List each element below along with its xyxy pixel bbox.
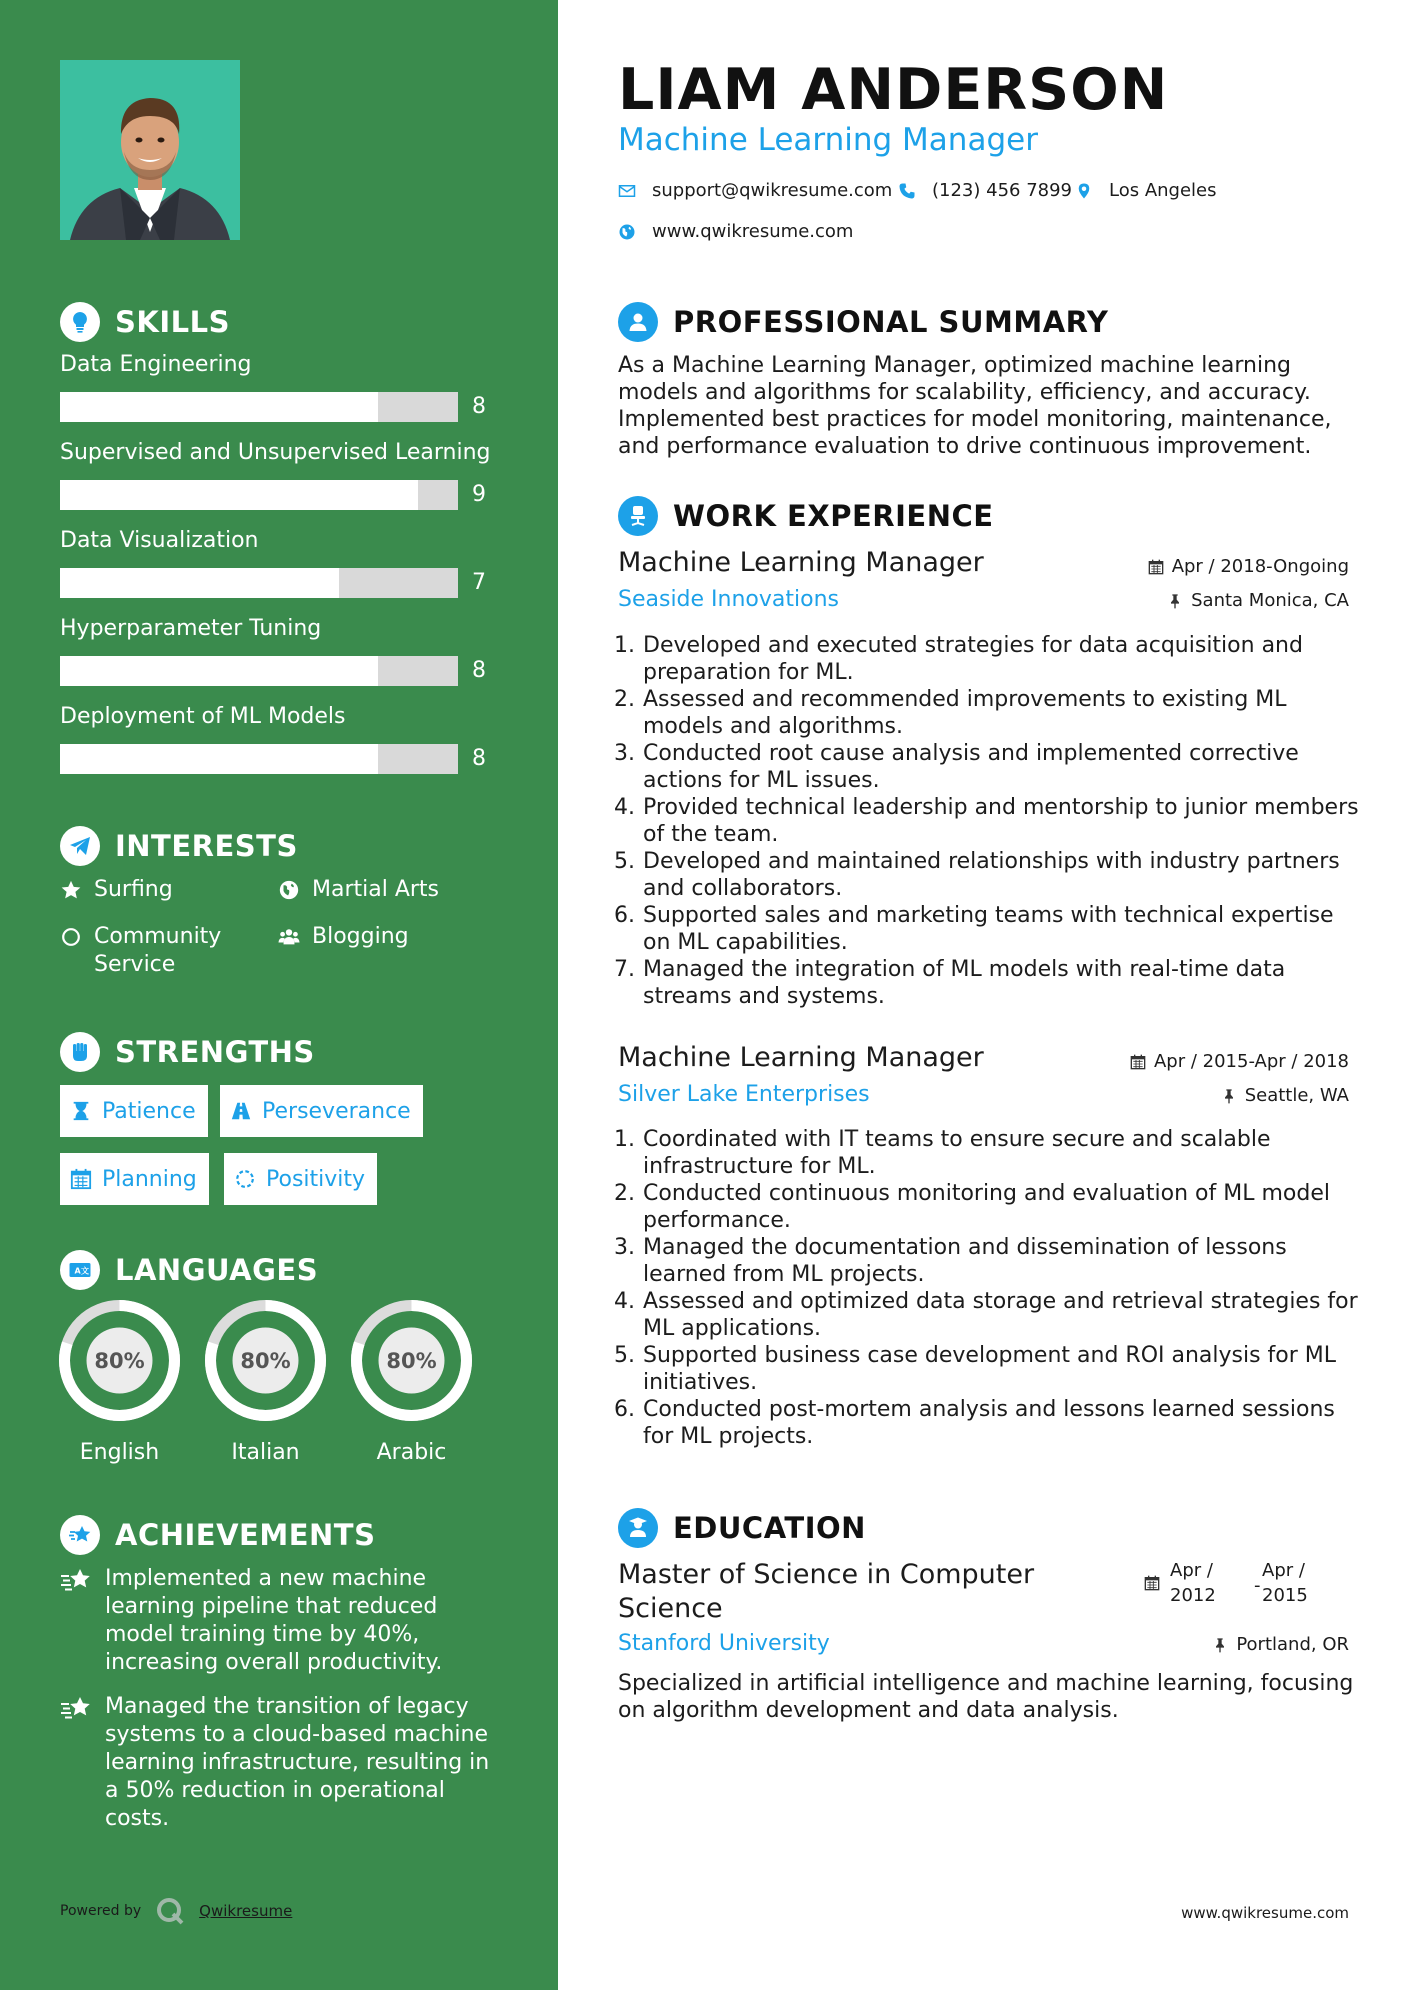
skill-value: 8 [472,658,486,683]
skill-bar [60,656,458,686]
education-heading [618,1508,866,1548]
skill-name: Data Engineering [60,352,252,377]
language-name: English [79,1440,160,1465]
paper-plane-icon [60,826,100,866]
job-date [1130,1051,1349,1072]
duty-text: Supported sales and marketing teams with technical expertise on ML capabilities. [643,903,1334,955]
achievement-item [60,1693,500,1833]
language-icon [60,1250,100,1290]
education-end-month: Apr / [1262,1560,1305,1581]
duty-text: Assessed and optimized data storage and retrieval strategies for ML applications. [643,1289,1358,1341]
interest-item [60,876,260,904]
contact-website[interactable] [618,221,853,242]
skill-bar [60,744,458,774]
road-icon [230,1100,252,1122]
skill-name: Supervised and Unsupervised Learning [60,440,491,465]
interests-heading [60,826,298,866]
skill-bar [60,568,458,598]
strength-label: Planning [102,1166,197,1192]
job-duties-list [610,632,1362,1010]
duty-text: Developed and maintained relationships with industry partners and collaborators. [643,849,1340,901]
school-name: Stanford University [618,1631,830,1656]
calendar-icon [1130,1054,1146,1070]
fist-icon [60,1032,100,1072]
skills-heading-text: SKILLS [115,305,230,339]
circle-icon [60,923,86,951]
language-ring [57,1298,182,1423]
list-item: 4. Provided technical leadership and mentorship to junior members of the team. [610,794,1362,848]
duty-text: Managed the documentation and dissemination of lessons learned from ML projects. [643,1235,1287,1287]
star-badge-icon [60,1515,100,1555]
interest-label: Surfing [94,877,173,902]
job-location-text: Santa Monica, CA [1191,590,1349,611]
duty-text: Supported business case development and ROI analysis for ML initiatives. [643,1343,1337,1395]
language-name: Italian [231,1440,300,1465]
skill-bar-fill [60,656,378,686]
education-description: Specialized in artificial intelligence and machine learning, focusing on algorithm development and data analysis. [618,1671,1354,1723]
strength-label: Perseverance [262,1098,411,1124]
skill-bar-fill [60,568,339,598]
skill-value: 8 [472,394,486,419]
language-percent: 80% [240,1349,291,1373]
candidate-name: LIAM ANDERSON [618,57,1169,123]
skill-item [60,614,500,686]
skill-item [60,438,500,510]
job-company: Seaside Innovations [618,587,839,612]
list-item: 7. Managed the integration of ML models with real-time data streams and systems. [610,956,1362,1010]
shooting-star-icon [60,1565,105,1677]
education-start-year: 2012 [1170,1585,1216,1606]
star-icon [60,876,86,904]
hourglass-icon [70,1100,92,1122]
languages-heading [60,1250,318,1290]
list-item: 4. Assessed and optimized data storage and retrieval strategies for ML applications. [610,1288,1362,1342]
phone-text: (123) 456 7899 [932,180,1073,201]
strength-chip [220,1085,423,1137]
calendar-icon [70,1168,92,1190]
list-item: 5. Developed and maintained relationships with industry partners and collaborators. [610,848,1362,902]
skill-name: Data Visualization [60,528,259,553]
skill-item [60,702,500,774]
skill-bar [60,392,458,422]
interest-item [278,923,498,951]
language-item [349,1298,474,1465]
job-title: Machine Learning Manager [618,1042,984,1073]
duty-text: Assessed and recommended improvements to existing ML models and algorithms. [643,687,1287,739]
email-text: support@qwikresume.com [652,180,893,201]
interest-label: Martial Arts [312,877,440,902]
experience-heading [618,496,994,536]
achievements-heading [60,1515,375,1555]
strength-chip [60,1153,209,1205]
map-pin-icon [1075,182,1093,200]
skill-value: 9 [472,482,486,507]
duty-text: Managed the integration of ML models with real-time data streams and systems. [643,957,1286,1009]
job-location [1167,590,1349,611]
strength-label: Positivity [266,1166,366,1192]
skill-item [60,526,500,598]
list-item: 2. Conducted continuous monitoring and evaluation of ML model performance. [610,1180,1362,1234]
profile-photo-image [60,60,240,240]
strength-label: Patience [102,1098,196,1124]
calendar-icon [1148,559,1164,575]
language-item [57,1298,182,1465]
duty-text: Provided technical leadership and mentorship to junior members of the team. [643,795,1359,847]
summary-heading-text: PROFESSIONAL SUMMARY [673,305,1109,339]
contact-email[interactable] [618,180,892,201]
language-ring [349,1298,474,1423]
skill-value: 7 [472,570,486,595]
strength-chip [224,1153,377,1205]
language-ring [203,1298,328,1423]
powered-by [60,1896,292,1926]
svg-text:文: 文 [81,1266,89,1276]
website-text: www.qwikresume.com [652,221,854,242]
job-date-text: Apr / 2018-Ongoing [1171,556,1349,577]
skill-name: Deployment of ML Models [60,704,346,729]
duty-text: Conducted root cause analysis and implemented corrective actions for ML issues. [643,741,1299,793]
strength-chip [60,1085,208,1137]
list-item: 1. Developed and executed strategies for data acquisition and preparation for ML. [610,632,1362,686]
duty-text: Conducted post-mortem analysis and lessons learned sessions for ML projects. [643,1397,1335,1449]
phone-icon [898,182,916,200]
shooting-star-icon [60,1693,105,1833]
powered-by-label: Powered by [60,1903,142,1919]
skill-value: 8 [472,746,486,771]
education-location [1212,1634,1349,1655]
skill-name: Hyperparameter Tuning [60,616,322,641]
office-chair-icon [618,496,658,536]
language-name: Arabic [376,1440,447,1465]
globe-icon [278,876,304,904]
qwikresume-logo-icon [155,1896,185,1926]
sidebar [0,0,558,1990]
svg-text:A: A [74,1266,81,1276]
interest-item [60,923,270,979]
interest-label: Blogging [312,924,409,949]
graduation-icon [618,1508,658,1548]
language-percent: 80% [386,1349,437,1373]
list-item: 6. Supported sales and marketing teams with technical expertise on ML capabilities. [610,902,1362,956]
interest-item [278,876,498,904]
achievement-text: Implemented a new machine learning pipeline that reduced model training time by 40%, increasing overall productivity. [105,1566,443,1675]
job-duties-list [610,1126,1362,1450]
job-location-text: Seattle, WA [1244,1085,1349,1106]
list-item: 1. Coordinated with IT teams to ensure secure and scalable infrastructure for ML. [610,1126,1362,1180]
pushpin-icon [1221,1088,1237,1104]
skill-bar-fill [60,392,378,422]
globe-icon [618,223,636,241]
candidate-role: Machine Learning Manager [618,122,1038,158]
summary-heading [618,302,1108,342]
skill-bar [60,480,458,510]
list-item: 2. Assessed and recommended improvements to existing ML models and algorithms. [610,686,1362,740]
education-date-separator: - [1254,1575,1261,1596]
skills-heading [60,302,230,342]
contact-phone[interactable] [898,180,1072,201]
education-end-year: 2015 [1262,1585,1308,1606]
skill-item [60,350,500,422]
job-location [1221,1085,1349,1106]
location-text: Los Angeles [1109,180,1217,201]
users-icon [278,923,304,951]
achievements-heading-text: ACHIEVEMENTS [115,1518,376,1552]
education-start-month: Apr / [1170,1560,1213,1581]
circle-notch-icon [234,1168,256,1190]
strengths-heading [60,1032,315,1072]
education-heading-text: EDUCATION [673,1511,866,1545]
list-item: 6. Conducted post-mortem analysis and lessons learned sessions for ML projects. [610,1396,1362,1450]
job-title: Machine Learning Manager [618,547,984,578]
envelope-icon [618,182,636,200]
education-location-text: Portland, OR [1236,1634,1349,1655]
lightbulb-icon [60,302,100,342]
profile-photo [60,60,240,240]
experience-heading-text: WORK EXPERIENCE [673,499,994,533]
contact-location [1075,180,1217,201]
list-item: 3. Conducted root cause analysis and implemented corrective actions for ML issues. [610,740,1362,794]
achievement-item [60,1565,500,1677]
skill-bar-fill [60,480,418,510]
job-company: Silver Lake Enterprises [618,1082,870,1107]
interest-label: Community Service [94,924,222,977]
duty-text: Coordinated with IT teams to ensure secure and scalable infrastructure for ML. [643,1127,1271,1179]
language-item [203,1298,328,1465]
job-date-text: Apr / 2015-Apr / 2018 [1153,1051,1349,1072]
degree-title: Master of Science in Computer Science [618,1559,1035,1624]
pushpin-icon [1167,593,1183,609]
interests-heading-text: INTERESTS [115,829,298,863]
summary-text: As a Machine Learning Manager, optimized machine learning models and algorithms for scalability, efficiency, and accuracy. Implemented best practices for model monitoring, maintenance, and performance evaluation to drive continuous improvement. [618,353,1332,459]
calendar-icon [1144,1575,1160,1591]
duty-text: Developed and executed strategies for data acquisition and preparation for ML. [643,633,1303,685]
list-item: 3. Managed the documentation and dissemination of lessons learned from ML projects. [610,1234,1362,1288]
strengths-heading-text: STRENGTHS [115,1035,315,1069]
list-item: 5. Supported business case development and ROI analysis for ML initiatives. [610,1342,1362,1396]
footer-url[interactable]: www.qwikresume.com [1181,1904,1349,1922]
user-icon [618,302,658,342]
duty-text: Conducted continuous monitoring and evaluation of ML model performance. [643,1181,1330,1233]
skill-bar-fill [60,744,378,774]
language-percent: 80% [94,1349,145,1373]
pushpin-icon [1212,1637,1228,1653]
job-date [1148,556,1349,577]
achievement-text: Managed the transition of legacy systems to a cloud-based machine learning infrastructure, resulting in a 50% reduction in operational costs. [105,1694,490,1831]
qwikresume-link[interactable]: Qwikresume [199,1902,293,1920]
languages-heading-text: LANGUAGES [115,1253,319,1287]
